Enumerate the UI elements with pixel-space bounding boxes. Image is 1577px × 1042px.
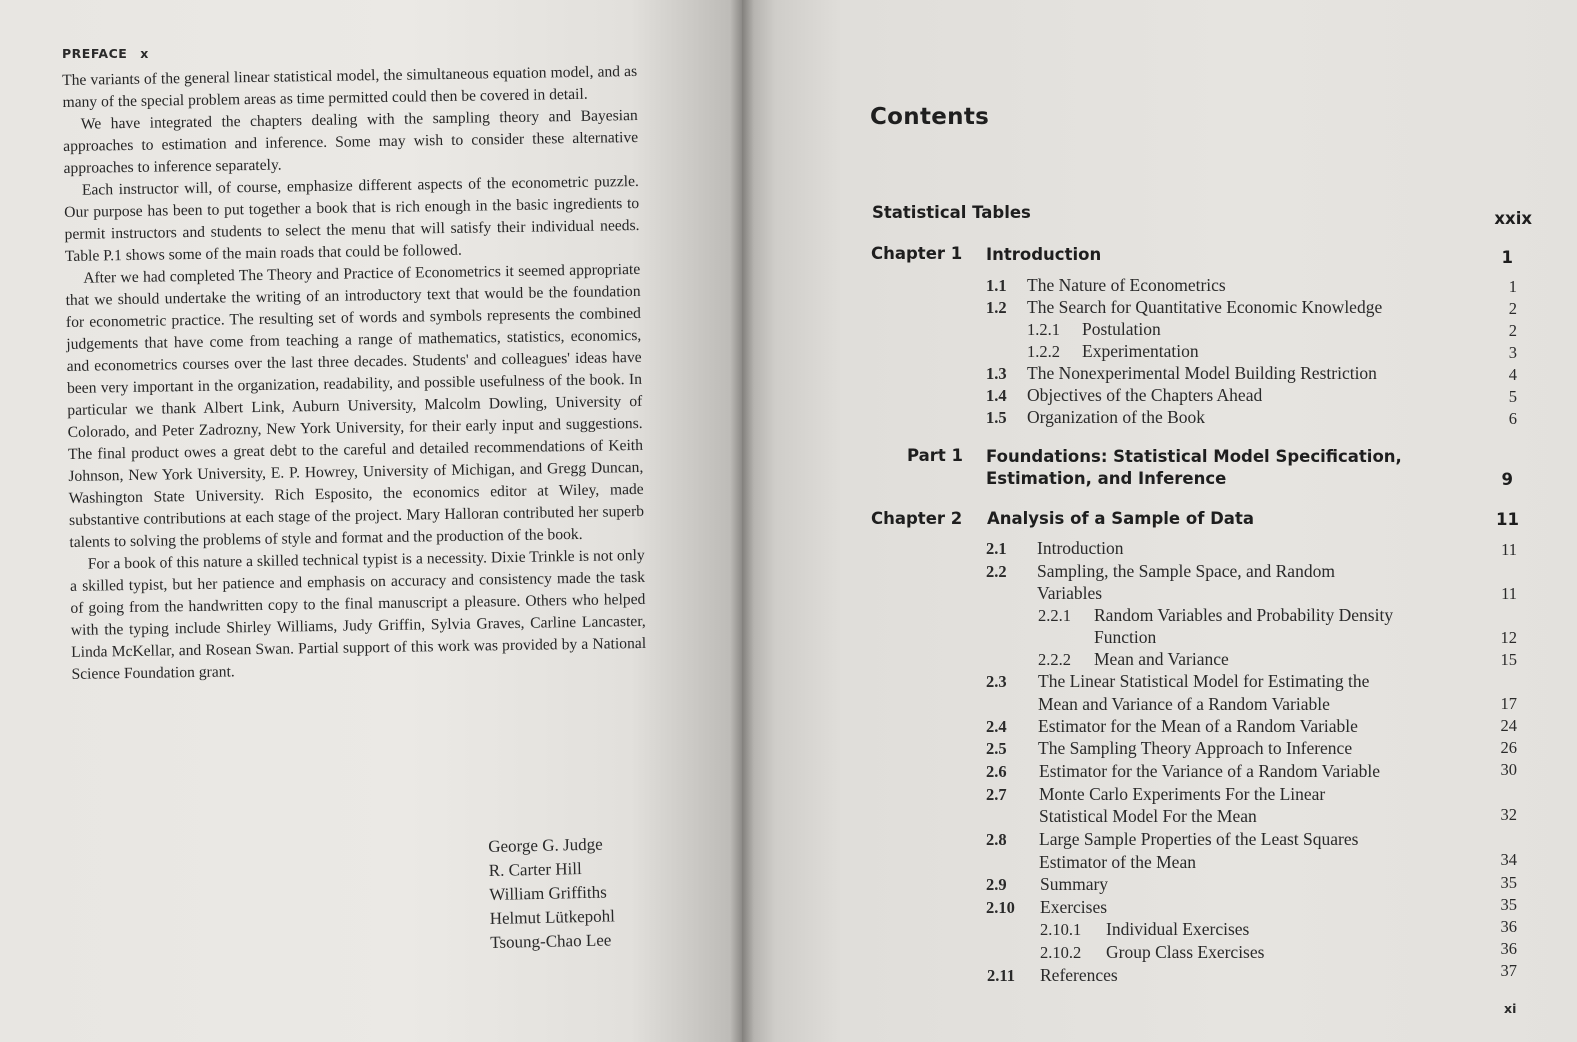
- toc-page-number: 32: [1500, 805, 1517, 824]
- toc-page-number: 36: [1500, 939, 1517, 958]
- running-head-title: PREFACE: [62, 46, 128, 61]
- toc-subsection-number: 2.10.1: [1040, 920, 1082, 939]
- author-name: George G. Judge: [488, 834, 603, 856]
- preface-paragraph: We have integrated the chapters dealing with the sampling theory and Bayesian approaches to estimation and inference. Some may wish to consider these alternative approaches to inference separately.: [63, 106, 639, 177]
- toc-page-number: 9: [1501, 470, 1513, 489]
- toc-page-number: 12: [1500, 628, 1517, 647]
- toc-heading-title: Foundations: Statistical Model Specification,: [986, 447, 1402, 466]
- toc-page-number: 37: [1500, 961, 1517, 980]
- toc-section-title: Introduction: [1037, 538, 1124, 558]
- toc-section-title: Large Sample Properties of the Least Squares: [1039, 829, 1359, 849]
- toc-page-number: 6: [1508, 409, 1517, 428]
- toc-section-title: Exercises: [1040, 897, 1108, 917]
- toc-section-title: The Search for Quantitative Economic Knowledge: [1027, 297, 1383, 317]
- toc-section-number: 1.3: [986, 364, 1007, 383]
- toc-section-number: 2.3: [986, 672, 1007, 691]
- toc-page-number: 1: [1501, 248, 1513, 267]
- toc-page-number: 11: [1496, 510, 1519, 529]
- toc-section-title: Sampling, the Sample Space, and Random: [1037, 561, 1335, 581]
- toc-page-number: xxix: [1494, 209, 1532, 228]
- toc-subsection-number: 2.10.2: [1040, 943, 1082, 962]
- toc-chapter-label: Chapter 2: [871, 509, 963, 528]
- toc-page-number: 3: [1508, 343, 1517, 362]
- toc-subsection-title: Experimentation: [1082, 341, 1199, 361]
- toc-page-number: 34: [1500, 850, 1517, 869]
- author-name: Helmut Lütkepohl: [489, 906, 616, 928]
- toc-section-title: Monte Carlo Experiments For the Linear: [1039, 784, 1326, 804]
- toc-section-title-continued: Estimator of the Mean: [1039, 852, 1196, 872]
- toc-page-number: 11: [1501, 540, 1517, 559]
- contents-title: Contents: [870, 104, 990, 130]
- toc-page-number: 30: [1500, 760, 1517, 779]
- toc-section-number: 2.1: [986, 539, 1007, 558]
- preface-paragraph: The variants of the general linear statistical model, the simultaneous equation model, and as many of the special problem areas as time permitted could then be covered in detail.: [62, 62, 638, 111]
- toc-section-number: 1.4: [986, 386, 1007, 405]
- toc-section-title: Organization of the Book: [1027, 407, 1206, 427]
- toc-section-title: Summary: [1040, 874, 1109, 894]
- preface-paragraph: After we had completed The Theory and Practice of Econometrics it seemed appropriate that we should undertake the writing of an introductory text that would be the foundation for econometric practice. The resulting set of words and symbols represents the combined judgements that have come from teaching a range of mathematics, statistics, economics, and econometrics courses over the last three decades. Students' and colleagues' ideas have been very important in the organization, readability, and possible usefulness of the book. In particular we thank Albert Link, Auburn University, Malcolm Dowling, University of Colorado, and Peter Zadrozny, New York University, for their early input and suggestions. The final product owes a great debt to the careful and detailed recommendations of Keith Johnson, New York University, E. P. Howrey, University of Michigan, and Gregg Duncan, Washington State University. Rich Esposito, the economics editor at Wiley, made substantive contributions at each stage of the project. Mary Halloran contributed her superb talents to solving the problems of style and format and the production of the book.: [65, 260, 645, 551]
- toc-section-number: 2.6: [986, 762, 1007, 781]
- preface-paragraph: For a book of this nature a skilled technical typist is a necessity. Dixie Trinkle is not only a skilled typist, but her patience and emphasis on accuracy and consistency made the task of going from the handwritten copy to the final manuscript a pleasure. Others who helped with the typing include Shirley Williams, Judy Griffin, Sylvia Graves, Carline Lancaster, Linda McKellar, and Rosean Swan. Partial support of this work was provided by a National Science Foundation grant.: [69, 546, 647, 683]
- toc-page-number: 15: [1500, 650, 1517, 669]
- toc-page-number: 1: [1508, 277, 1517, 296]
- toc-page-number: 4: [1508, 365, 1517, 384]
- toc-page-number: 26: [1500, 738, 1517, 757]
- toc-section-title: The Nonexperimental Model Building Restriction: [1027, 363, 1377, 383]
- toc-page-number: 11: [1501, 584, 1517, 603]
- toc-section-title-continued: Statistical Model For the Mean: [1039, 806, 1257, 826]
- toc-section-number: 2.10: [986, 898, 1015, 917]
- toc-section-number: 2.8: [986, 830, 1007, 849]
- toc-page-number: 2: [1508, 299, 1517, 318]
- toc-chapter-label: Chapter 1: [871, 244, 963, 263]
- toc-subsection-number: 2.2.1: [1038, 606, 1071, 625]
- toc-heading-title: Introduction: [986, 245, 1102, 264]
- author-name: R. Carter Hill: [488, 859, 582, 880]
- preface-paragraph: Each instructor will, of course, emphasize different aspects of the econometric puzzle. Our purpose has been to put together a book that is rich enough in the basic ingredients to permit instructors and students to select the menu that will satisfy their individual needs. Table P.1 shows some of the main roads that could be followed.: [64, 172, 640, 265]
- toc-entry-heading: [872, 203, 1031, 223]
- toc-section-title-continued: Mean and Variance of a Random Variable: [1038, 694, 1330, 714]
- toc-section-title: The Linear Statistical Model for Estimating the: [1038, 671, 1370, 691]
- toc-section-number: 2.2: [986, 562, 1007, 581]
- toc-subsection-title: Postulation: [1082, 319, 1161, 339]
- toc-section-title: References: [1040, 965, 1118, 985]
- right-folio: xi: [1504, 1001, 1517, 1016]
- toc-part-label: Part 1: [907, 446, 964, 465]
- toc-subsection-title: Mean and Variance: [1094, 649, 1229, 669]
- toc-heading-title: Analysis of a Sample of Data: [987, 509, 1254, 528]
- toc-heading-title-continued: Estimation, and Inference: [986, 469, 1227, 488]
- toc-section-title-continued: Variables: [1037, 583, 1103, 603]
- toc-page-number: 24: [1500, 716, 1517, 735]
- toc-page-number: 36: [1500, 917, 1517, 936]
- toc-section-number: 2.11: [987, 966, 1015, 985]
- toc-section-number: 1.1: [986, 276, 1007, 295]
- toc-section-title: The Nature of Econometrics: [1027, 275, 1226, 295]
- toc-subsection-title: Individual Exercises: [1106, 919, 1250, 939]
- toc-subsection-number: 2.2.2: [1038, 650, 1071, 669]
- toc-subsection-title: Random Variables and Probability Density: [1094, 605, 1394, 625]
- author-name: William Griffiths: [489, 882, 607, 904]
- toc-section-number: 1.5: [986, 408, 1007, 427]
- toc-section-title: Estimator for the Variance of a Random Variable: [1039, 761, 1380, 781]
- toc-page-number: 5: [1508, 387, 1517, 406]
- toc-page-number: 35: [1500, 895, 1517, 914]
- toc-heading-title: Statistical Tables: [872, 203, 1031, 222]
- left-folio: x: [140, 46, 149, 61]
- toc-section-number: 2.5: [986, 739, 1007, 758]
- toc-section-number: 1.2: [986, 298, 1007, 317]
- author-name: Tsoung-Chao Lee: [490, 930, 612, 952]
- toc-page-number: 35: [1500, 873, 1517, 892]
- toc-page-number: 17: [1500, 694, 1517, 713]
- toc-subsection-number: 1.2.2: [1027, 342, 1060, 361]
- toc-section-number: 2.9: [986, 875, 1007, 894]
- toc-page-number: 2: [1508, 321, 1517, 340]
- toc-subsection-number: 1.2.1: [1027, 320, 1060, 339]
- toc-section-title: Objectives of the Chapters Ahead: [1027, 385, 1263, 405]
- toc-section-number: 2.7: [986, 785, 1007, 804]
- toc-section-title: The Sampling Theory Approach to Inference: [1038, 738, 1353, 758]
- toc-subsection-title-continued: Function: [1094, 627, 1157, 647]
- toc-subsection-title: Group Class Exercises: [1106, 942, 1265, 962]
- toc-section-number: 2.4: [986, 717, 1007, 736]
- toc-section-title: Estimator for the Mean of a Random Variable: [1038, 716, 1358, 736]
